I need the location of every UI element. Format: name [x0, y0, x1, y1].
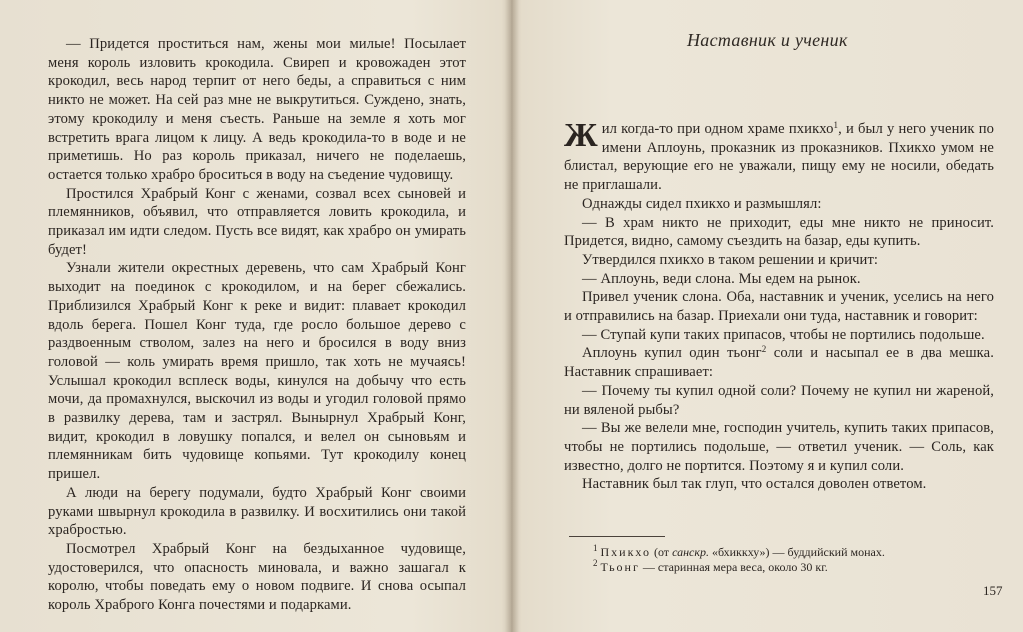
footnote-number: 2: [593, 557, 598, 568]
paragraph: Утвердился пхикхо в таком решении и кричит:: [582, 251, 879, 268]
paragraph: Посмотрел Храбрый Конг на бездыханное чудовище, удостоверился, что опасность миновала, и важно зашагал к королю, чтобы поведать ему о новом подвиге. И снова осыпал король Храброго Конга почестями и подарками.: [48, 540, 466, 614]
text-span: (от: [650, 545, 673, 559]
text-span: соли и насыпал ее в два мешка. Наставник спрашивает:: [564, 345, 994, 381]
text-span: «бхиккху») — буддийский монах.: [708, 545, 885, 559]
text-span: — старинная мера веса, около 30 кг.: [639, 559, 828, 574]
footnote-1: [593, 545, 1013, 560]
paragraph: — Аплоунь, веди слона. Мы едем на рынок.: [582, 270, 861, 287]
footnote-marker: 2: [761, 344, 767, 355]
paragraph: [564, 344, 994, 381]
book-gutter: [505, 0, 519, 632]
paragraph: — Придется проститься нам, жены мои милые! Посылает меня король изловить крокодила. Свиреп и кровожаден этот крокодил, весь народ терпит от него беды, а справиться с ним никто не может. На сей раз мне не выкрутиться. Суждено, знать, этому крокодилу и меня съесть. Раньше на земле я хоть мог встретить врага лицом к лицу. А ведь крокодила-то в воде и не приметишь. Но раз король приказал, ничего не поделаешь, остается только храбро броситься в воду на съедение чудовищу.: [48, 36, 466, 183]
paragraph: — В храм никто не приходит, еды мне никто не приносит. Придется, видно, самому съездить на базар, еды купить.: [564, 214, 994, 250]
right-page-text: [564, 117, 995, 494]
running-head: Наставник и ученик: [687, 30, 848, 50]
footnote-rule: [569, 536, 665, 537]
paragraph: — Ступай купи таких припасов, чтобы не портились подольше.: [582, 326, 985, 343]
paragraph: Простился Храбрый Конг с женами, созвал всех сыновей и племянников, объявил, что отправляется ловить крокодила, и приказал им идти следом. Пусть все видят, как храбро он умирать будет!: [48, 185, 466, 258]
footnotes: [593, 545, 1013, 574]
drop-cap: Ж: [564, 117, 598, 154]
text-span: ил когда-то при одном храме пхикхо: [601, 121, 834, 137]
footnote-term: Тьонг: [600, 559, 640, 574]
footnote-number: 1: [593, 543, 598, 553]
paragraph: Однажды сидел пхикхо и размышлял:: [582, 195, 822, 212]
left-page: [0, 0, 505, 632]
paragraph: — Почему ты купил одной соли? Почему не купил ни жареной, ни вяленой рыбы?: [564, 382, 994, 418]
footnote-term: Пхикхо: [600, 545, 651, 559]
footnote-marker: 1: [833, 120, 839, 130]
footnote-source: санскр.: [672, 545, 709, 559]
right-page: [519, 0, 1023, 632]
paragraph: А люди на берегу подумали, будто Храбрый Конг своими руками швырнул крокодила в развилку. И восхитились они такой храбростью.: [48, 484, 466, 539]
page-number: 157: [983, 583, 1003, 598]
left-page-text: [48, 35, 466, 615]
text-span: Аплоунь купил один тьонг: [582, 345, 762, 362]
paragraph: Узнали жители окрестных деревень, что сам Храбрый Конг выходит на поединок с крокодилом, и на берег сбежались. Приблизился Храбрый Конг к реке и видит: плавает крокодил вдоль берега. Пошел Конг туда, где росло большое дерево с раздвоенным стволом, залез на него и бросился в воду вниз головой — коль умирать время пришло, так хоть не мучаясь! Услышал крокодил всплеск воды, кинулся на добычу что есть мочи, да промахнулся, выскочил из воды и угодил головой прямо в развилку дерева, там и застрял. Вынырнул Храбрый Конг, видит, крокодил в ловушку попался, и велел он сыновьям и племянникам бить чудовище копьями. Тут крокодилу конец пришел.: [48, 260, 466, 483]
paragraph: Привел ученик слона. Оба, наставник и ученик, уселись на него и отправились на базар. Приехали они туда, наставник и говорит:: [564, 289, 994, 325]
paragraph: Наставник был так глуп, что остался доволен ответом.: [582, 476, 927, 493]
paragraph: — Вы же велели мне, господин учитель, купить таких припасов, чтобы не портились подольше, — ответил ученик. — Соль, как известно, долго не портится. Поэтому я и купил соли.: [564, 420, 994, 474]
first-paragraph: [564, 117, 995, 195]
footnote-2: [593, 557, 1013, 575]
text-span: , и был у него ученик по имени Аплоунь, проказник из проказников. Пхикхо умом не блистал, верующие его не уважали, пищу ему не носили, обедать не приглашали.: [564, 121, 995, 194]
